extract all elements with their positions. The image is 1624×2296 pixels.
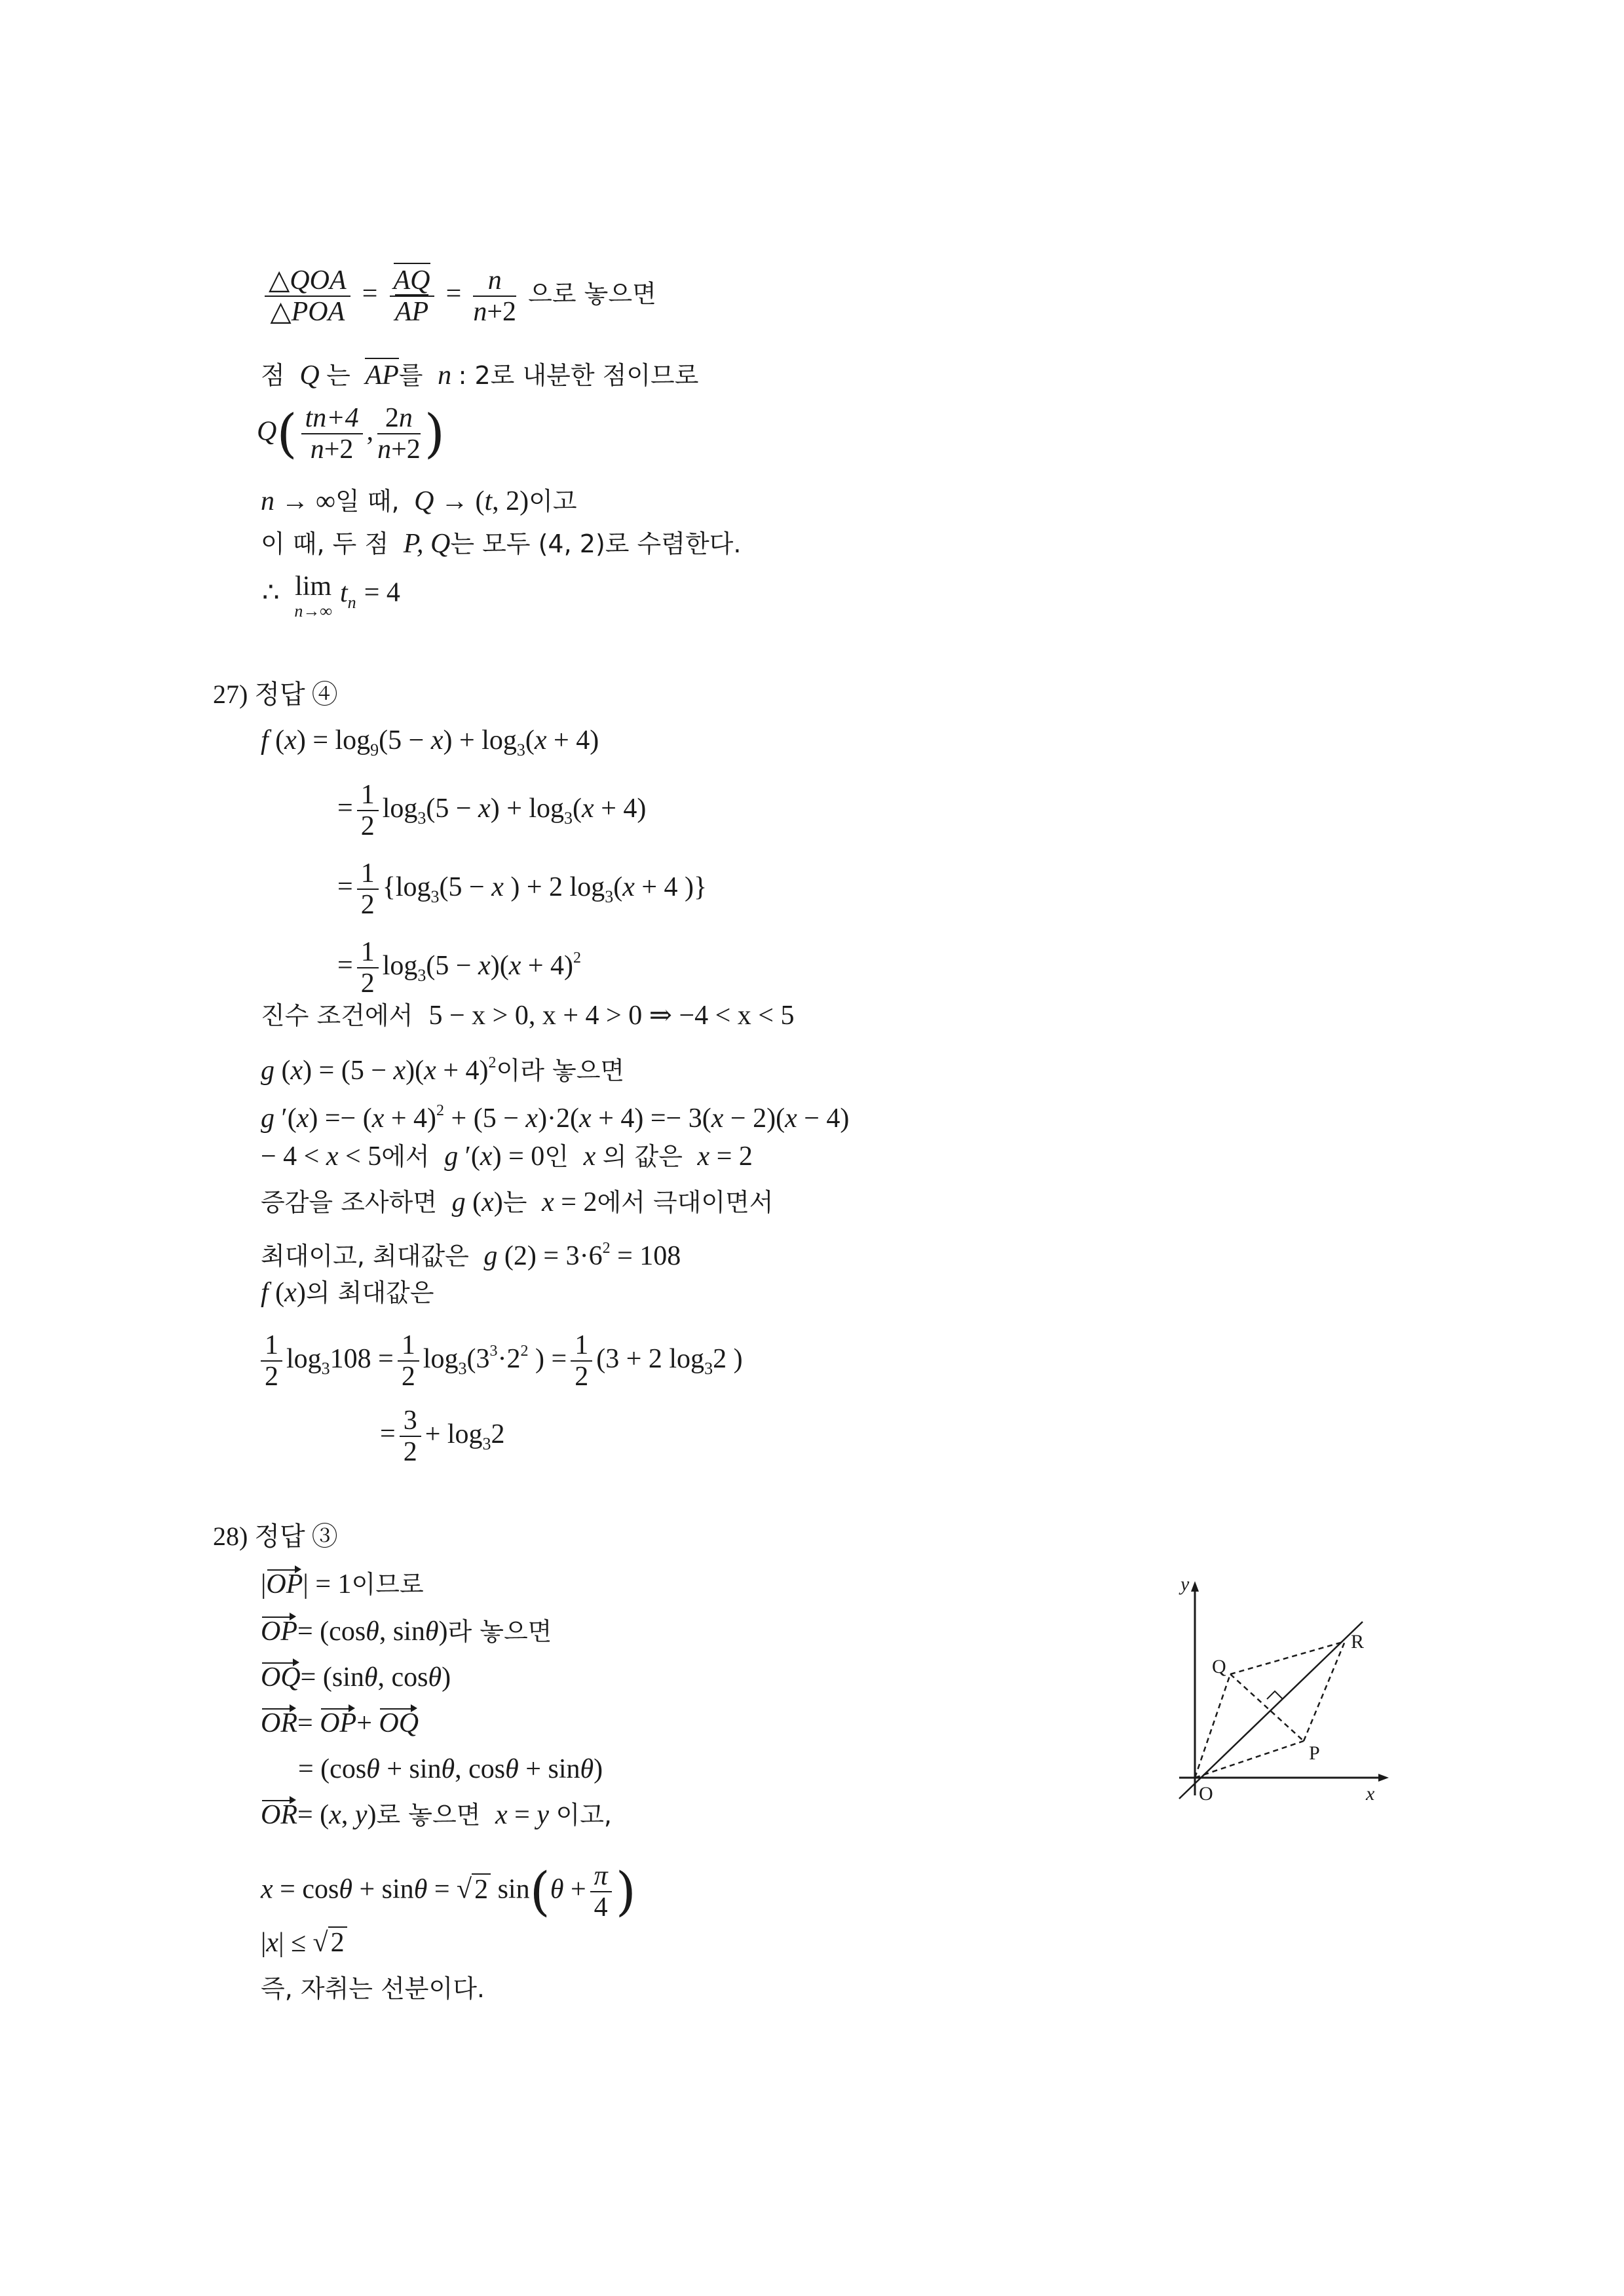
- sec27-step3: = $\frac{1}{2}$ $\log_3(5 - x)(x + 4)^2$: [337, 937, 582, 999]
- sec26-line1: $\frac{\text{△QOA}}{\text{△POA}}$ = $\frac{AQ}{AP}$ = $\frac{n}{n+2}$ 으로 놓으면: [261, 265, 656, 327]
- sec27-critical: − 4 < x < 5에서 g ′(x) = 0인 x 의 값은 x = 2: [261, 1141, 753, 1172]
- label-P: P: [1309, 1742, 1320, 1764]
- parallelogram-figure: [1166, 1576, 1402, 1818]
- sec28-line6: OR= (x, y)로 놓으면 x = y 이고,: [261, 1800, 613, 1830]
- segment-OQ: [1195, 1674, 1230, 1778]
- segment-PR: [1304, 1641, 1345, 1741]
- sec26-line2: 점 Q 는 AP를 n : 2로 내분한 점이므로: [261, 359, 698, 392]
- sec26-line4: n → ∞일 때, Q → (t, 2)이고: [261, 486, 577, 516]
- sec28-line3: OQ= (sinθ, cosθ): [261, 1662, 451, 1693]
- sec26-line3: Q( $\frac{tn+4}{n+2}$ , $\frac{2n}{n+2}$ ): [257, 403, 445, 465]
- segment-PQ: [1230, 1674, 1304, 1741]
- area-ratio-fraction: $\frac{\text{△QOA}}{\text{△POA}}$: [265, 265, 350, 327]
- sec28-line7: x = cosθ + sinθ = √2 sin(θ + $\frac{\pi}{4}$ ): [261, 1861, 636, 1923]
- sec27-max: 최대이고, 최대값은 g $(2) = 3\cdot 6^2 = 108$: [261, 1240, 681, 1271]
- sec27-g-prime: g $'(x) =- (x + 4)^2 + (5 - x)\cdot 2(x + 4) =- 3(x - 2)(x - 4)$: [261, 1102, 850, 1134]
- sec27-result: = $\frac{3}{2}$ + $\log_32$: [380, 1406, 505, 1467]
- label-Q: Q: [1212, 1656, 1226, 1677]
- sec28-heading: 28) 정답 ③: [213, 1521, 338, 1551]
- sec28-line9: 즉, 자취는 선분이다.: [261, 1974, 485, 2003]
- sec28-line5: = (cosθ + sinθ, cosθ + sinθ): [298, 1754, 603, 1784]
- sec28-line1: |OP| = 1이므로: [261, 1569, 424, 1599]
- sec27-heading: 27) 정답 ④: [213, 679, 338, 709]
- sec27-g-def: g $(x) = (5 - x)(x + 4)^2$이라 놓으면: [261, 1054, 625, 1086]
- label-O: O: [1199, 1783, 1213, 1805]
- sec27-step1: = $\frac{1}{2}$ $\log_3(5 - x) + \log_3(x + 4)$: [337, 780, 647, 841]
- sec27-step2: = $\frac{1}{2}$ {$\log_3(5 - x$ ) + 2 $\log_3(x + 4$ )}: [337, 858, 708, 920]
- x-axis-arrow: [1378, 1774, 1389, 1782]
- sec26-line5: 이 때, 두 점 P, Q는 모두 (4, 2)로 수렴한다.: [261, 529, 742, 559]
- sec28-line8: |x| ≤ √2: [261, 1926, 347, 1959]
- label-R: R: [1351, 1631, 1365, 1653]
- segment-OP: [1195, 1741, 1304, 1778]
- segment-QR: [1230, 1641, 1345, 1674]
- sec27-domain: 진수 조건에서 5 − x > 0, x + 4 > 0 ⇒ −4 < x < 5: [261, 1001, 795, 1031]
- y-axis-label: y: [1180, 1576, 1190, 1595]
- line-y-equals-x: [1179, 1622, 1363, 1799]
- sec27-f-def: f $(x) = \log_9(5 - x) + \log_3(x + 4)$: [261, 725, 599, 759]
- y-axis-arrow: [1191, 1581, 1199, 1592]
- sec27-fmax: f (x)의 최대값은: [261, 1278, 434, 1308]
- n-ratio-fraction: $\frac{n}{n+2}$: [473, 265, 517, 327]
- x-axis-label: x: [1366, 1783, 1375, 1805]
- sec28-line4: OR= OP+ OQ: [261, 1708, 419, 1738]
- sec27-fmax-calc: $\frac{1}{2}$ $\log_3108$ = $\frac{1}{2}$ $\log_3(3^3\cdot 2^2$ ) = $\frac{1}{2}$ (3 + 2 $\log_32$ ): [257, 1330, 743, 1392]
- right-angle-mark: [1267, 1691, 1283, 1699]
- segment-ratio-fraction: $\frac{AQ}{AP}$: [390, 265, 434, 327]
- sec26-line6: ∴ lim n→∞ $t_n = 4$: [262, 571, 400, 621]
- sec27-increase: 증감을 조사하면 g (x)는 x = 2에서 극대이면서: [261, 1187, 774, 1217]
- sec28-line2: OP= (cosθ, sinθ)라 놓으면: [261, 1617, 552, 1647]
